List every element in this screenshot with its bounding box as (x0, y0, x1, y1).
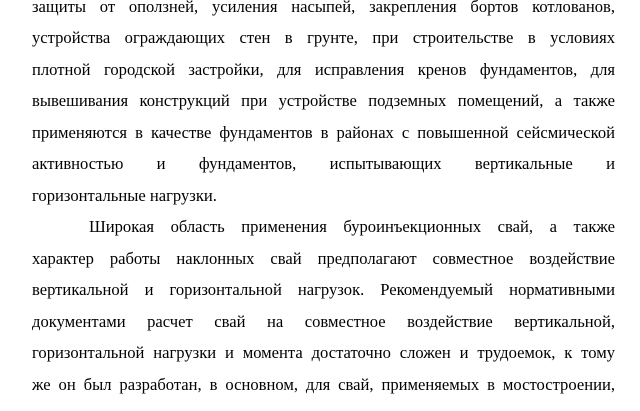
text-line: вывешивания конструкций при устройстве подземных помещений, а также (32, 91, 615, 110)
text-line: плотной городской застройки, для исправления кренов фундаментов, для (32, 60, 615, 79)
text-line: защиты от оползней, усиления насыпей, закрепления бортов котлованов, (32, 0, 615, 16)
text-line: же он был разработан, в основном, для свай, применяемых в мостостроении, (32, 375, 615, 394)
text-line: вертикальной и горизонтальной нагрузок. Рекомендуемый нормативными (32, 280, 615, 299)
text-line: горизонтальной нагрузки и момента достаточно сложен и трудоемок, к тому (32, 343, 615, 362)
text-line: горизонтальные нагрузки. (32, 186, 217, 205)
text-line: характер работы наклонных свай предполагают совместное воздействие (32, 249, 615, 268)
text-line: Широкая область применения буроинъекционных свай, а также (89, 217, 615, 236)
text-line: устройства ограждающих стен в грунте, при строительстве в условиях (32, 28, 615, 47)
text-line: применяются в качестве фундаментов в районах с повышенной сейсмической (32, 123, 615, 142)
text-line: документами расчет свай на совместное воздействие вертикальной, (32, 312, 615, 331)
text-line: активностью и фундаментов, испытывающих вертикальные и (32, 154, 615, 173)
